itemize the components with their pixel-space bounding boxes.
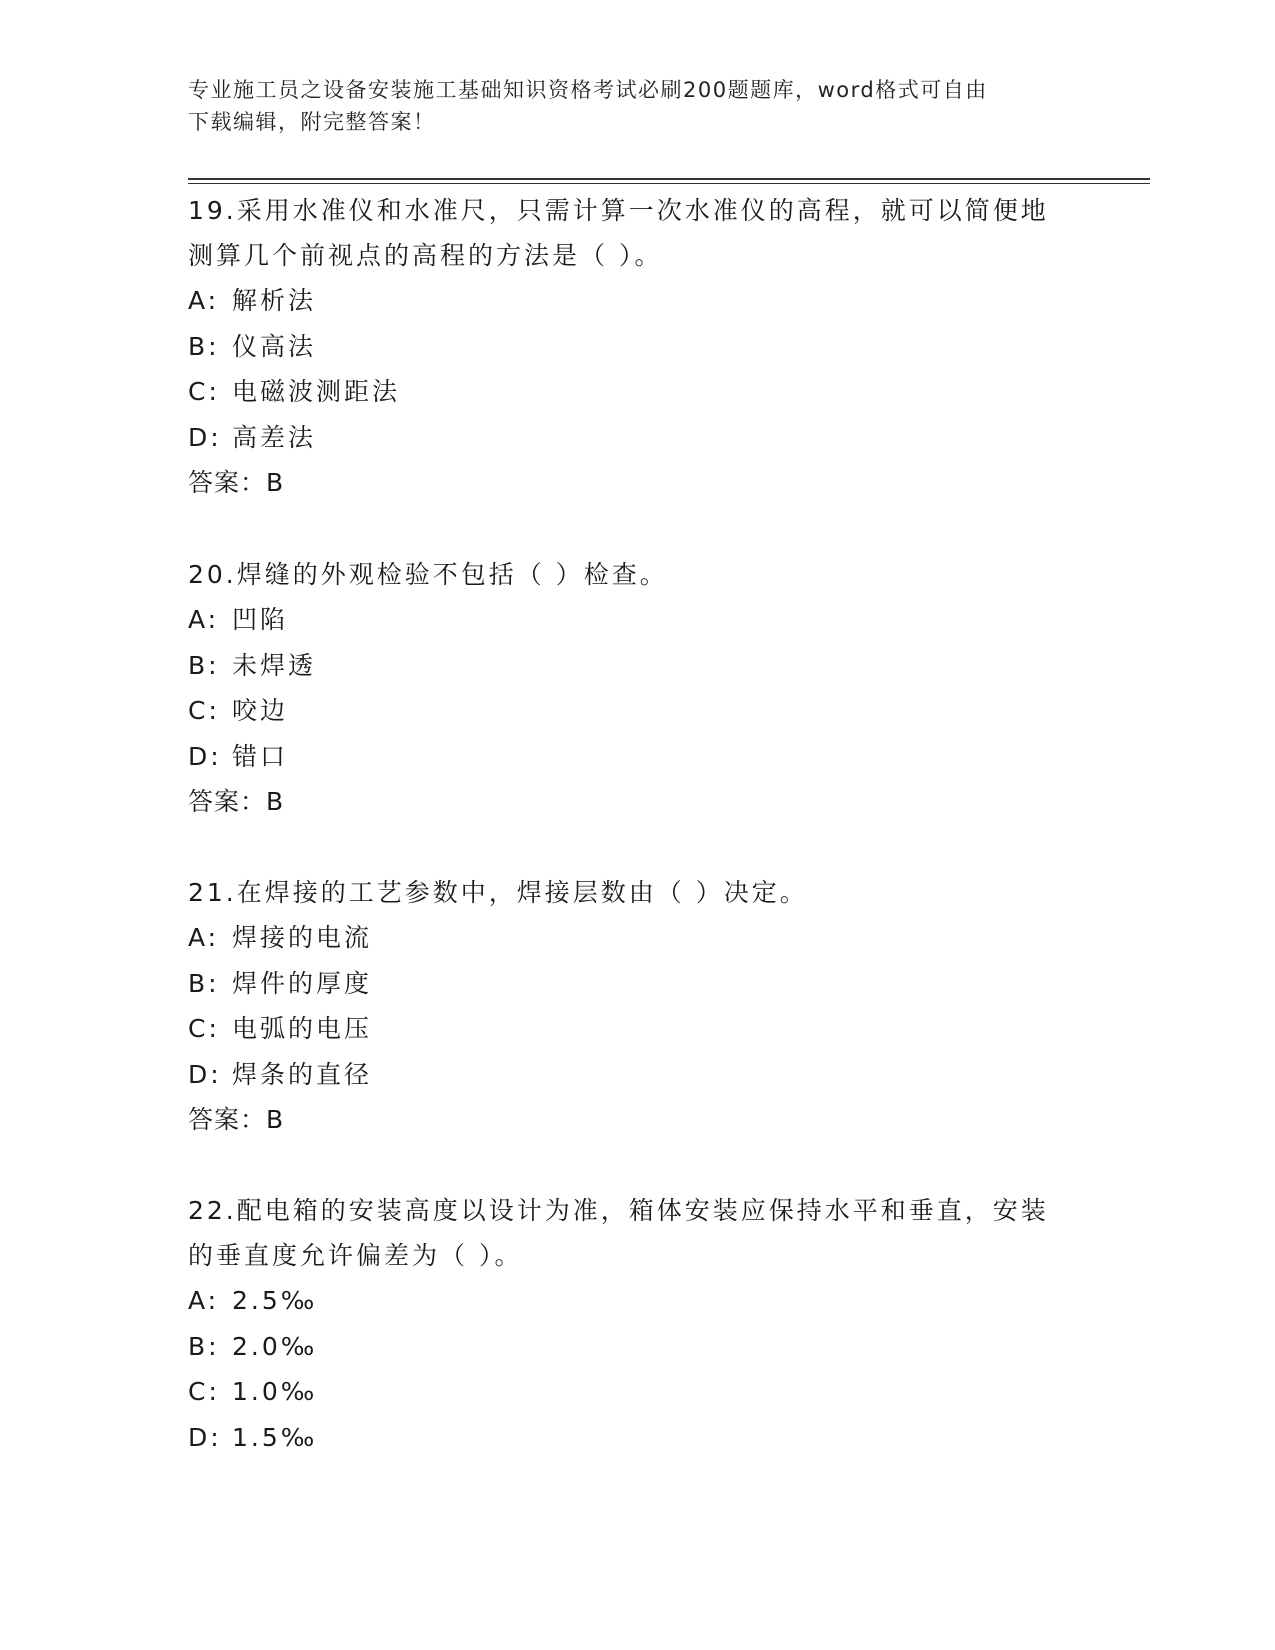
question-stem-line-2: 测算几个前视点的高程的方法是（ ）。 bbox=[188, 241, 663, 270]
option-b bbox=[188, 643, 1088, 689]
option-label: A: bbox=[188, 286, 220, 315]
option-label: B: bbox=[188, 1331, 220, 1361]
option-label: D: bbox=[188, 422, 222, 452]
option-label: C: bbox=[188, 1014, 220, 1044]
option-label: B: bbox=[188, 650, 220, 680]
option-d bbox=[188, 415, 1088, 461]
option-d bbox=[188, 734, 1088, 780]
question-stem-line-1: 21.在焊接的工艺参数中，焊接层数由（ ）决定。 bbox=[188, 878, 808, 907]
option-text: 电弧的电压 bbox=[232, 1014, 373, 1044]
option-text: 焊接的电流 bbox=[232, 923, 373, 952]
option-text: 错口 bbox=[232, 741, 289, 771]
document-header bbox=[188, 74, 1068, 138]
answer-line: 答案：B bbox=[188, 787, 285, 817]
option-label: A: bbox=[188, 605, 220, 634]
question-19 bbox=[188, 188, 1088, 505]
option-a bbox=[188, 1278, 1088, 1324]
option-b bbox=[188, 961, 1088, 1007]
header-divider-thin bbox=[188, 183, 1150, 184]
question-stem-line-1: 20.焊缝的外观检验不包括（ ）检查。 bbox=[188, 560, 668, 589]
option-a bbox=[188, 915, 1088, 961]
option-text: 电磁波测距法 bbox=[232, 377, 401, 407]
option-a bbox=[188, 597, 1088, 643]
option-text: 焊条的直径 bbox=[232, 1059, 373, 1089]
question-stem-line-1: 22.配电箱的安装高度以设计为准，箱体安装应保持水平和垂直，安装 bbox=[188, 1196, 1049, 1225]
option-text: 焊件的厚度 bbox=[232, 968, 373, 998]
option-c bbox=[188, 1369, 1088, 1415]
option-b bbox=[188, 324, 1088, 370]
question-stem-line-2: 的垂直度允许偏差为（ ）。 bbox=[188, 1241, 523, 1270]
option-label: A: bbox=[188, 1286, 220, 1315]
question-21 bbox=[188, 870, 1088, 1142]
question-22 bbox=[188, 1188, 1088, 1460]
option-label: C: bbox=[188, 377, 220, 407]
option-label: A: bbox=[188, 923, 220, 952]
question-stem-line-1: 19.采用水准仪和水准尺，只需计算一次水准仪的高程，就可以简便地 bbox=[188, 196, 1049, 225]
question-20 bbox=[188, 552, 1088, 824]
option-c bbox=[188, 688, 1088, 734]
header-divider-thick bbox=[188, 178, 1150, 180]
option-d bbox=[188, 1415, 1088, 1461]
option-label: B: bbox=[188, 331, 220, 361]
option-label: D: bbox=[188, 1422, 222, 1452]
option-c bbox=[188, 369, 1088, 415]
option-text: 1.0‰ bbox=[232, 1377, 318, 1407]
header-line-1: 专业施工员之设备安装施工基础知识资格考试必刷200题题库，word格式可自由 bbox=[188, 78, 988, 102]
answer-line: 答案：B bbox=[188, 1105, 285, 1135]
option-text: 高差法 bbox=[232, 422, 317, 452]
option-text: 2.5‰ bbox=[232, 1286, 318, 1315]
option-label: C: bbox=[188, 1377, 220, 1407]
option-label: C: bbox=[188, 696, 220, 726]
option-text: 2.0‰ bbox=[232, 1331, 318, 1361]
option-a bbox=[188, 278, 1088, 324]
option-text: 凹陷 bbox=[232, 605, 289, 634]
option-text: 解析法 bbox=[232, 286, 317, 315]
option-b bbox=[188, 1324, 1088, 1370]
option-text: 未焊透 bbox=[232, 650, 317, 680]
option-d bbox=[188, 1052, 1088, 1098]
header-line-2: 下载编辑，附完整答案！ bbox=[188, 110, 436, 134]
option-c bbox=[188, 1006, 1088, 1052]
option-text: 咬边 bbox=[232, 696, 289, 726]
option-label: B: bbox=[188, 968, 220, 998]
option-text: 1.5‰ bbox=[232, 1422, 318, 1452]
answer-line: 答案：B bbox=[188, 468, 285, 498]
option-label: D: bbox=[188, 1059, 222, 1089]
option-text: 仪高法 bbox=[232, 331, 317, 361]
option-label: D: bbox=[188, 741, 222, 771]
